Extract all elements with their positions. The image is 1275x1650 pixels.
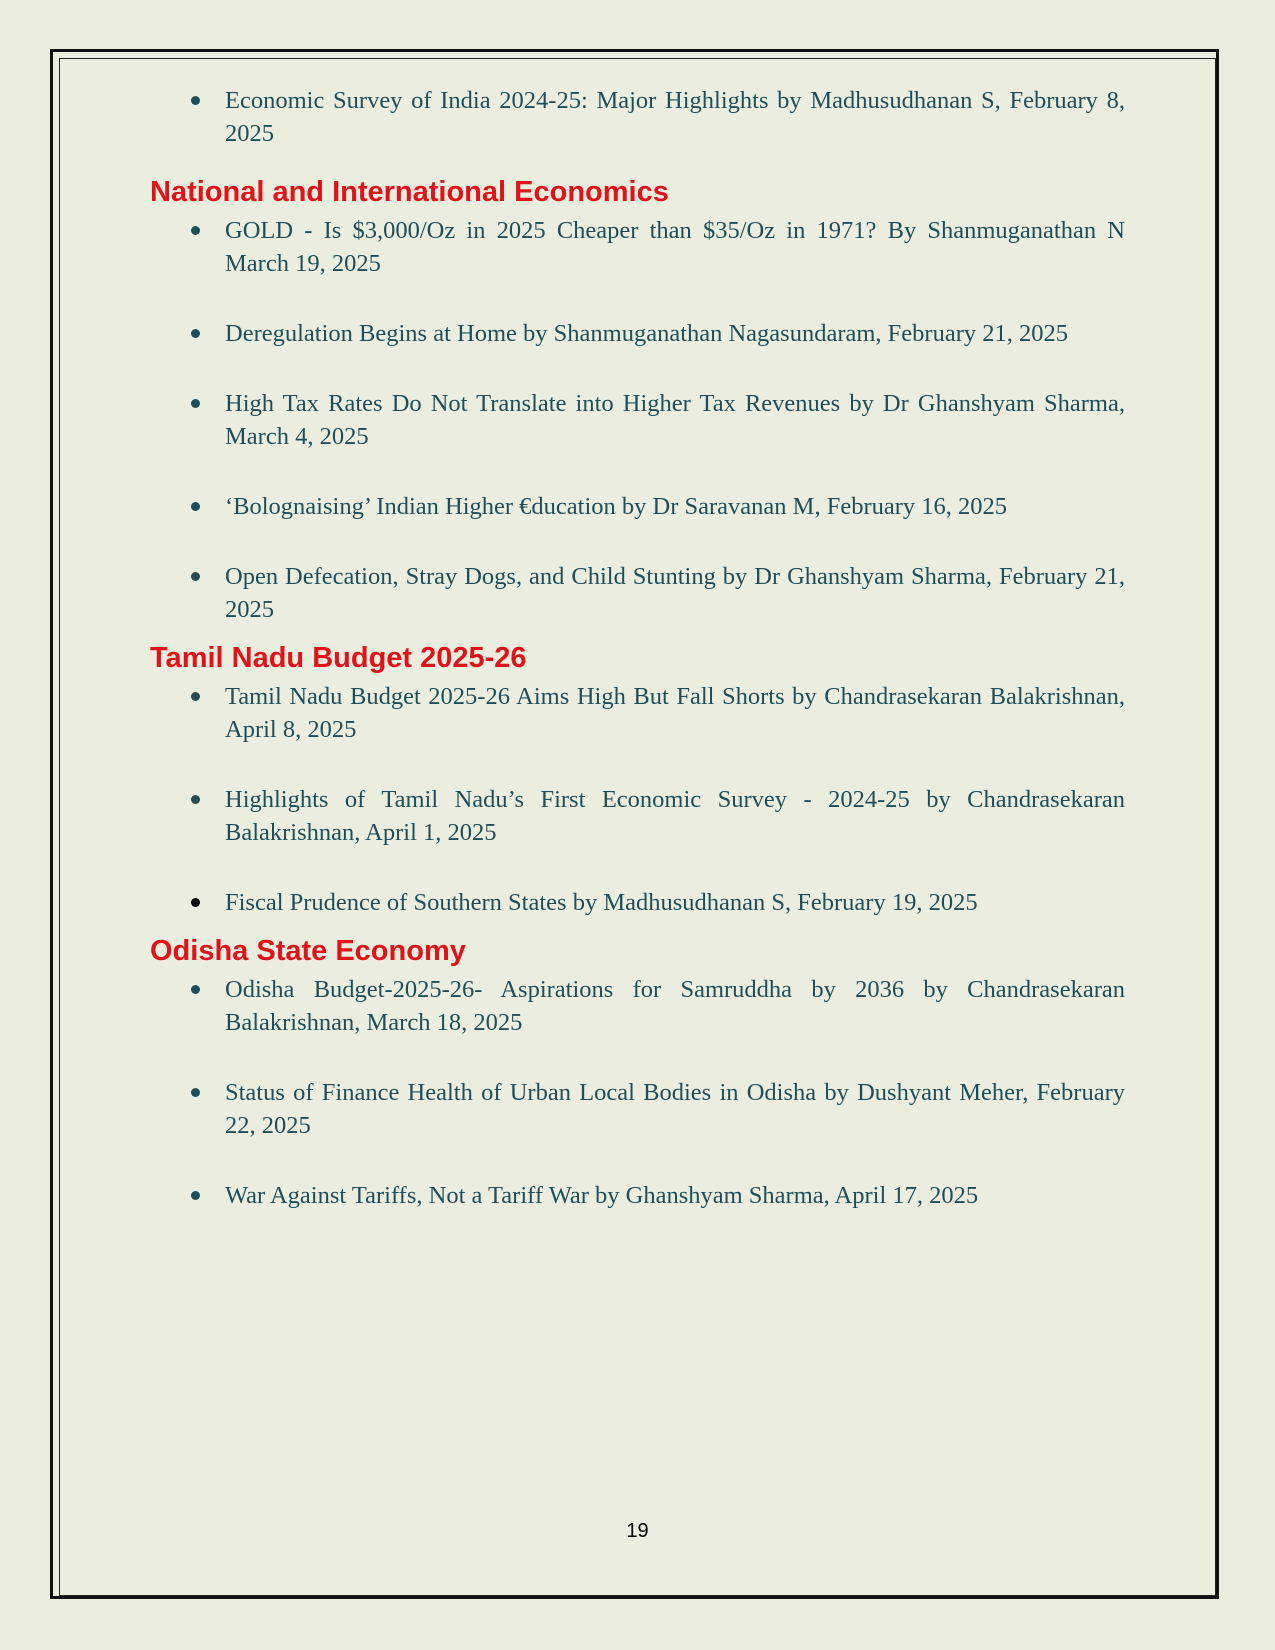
article-link[interactable]: Status of Finance Health of Urban Local Bodies in Odisha by Dushyant Meher, February 22, 2025 — [225, 1079, 1125, 1139]
list-item[interactable] — [150, 1076, 1125, 1142]
list-item[interactable] — [150, 84, 1125, 150]
bullet-icon — [191, 898, 200, 907]
bullet-icon — [191, 985, 200, 994]
list-item[interactable] — [150, 680, 1125, 746]
bullet-icon — [191, 502, 200, 511]
article-link[interactable]: Tamil Nadu Budget 2025-26 Aims High But Fall Shorts by Chandrasekaran Balakrishnan, April 8, 2025 — [225, 683, 1125, 743]
article-link[interactable]: Fiscal Prudence of Southern States by Madhusudhanan S, February 19, 2025 — [225, 889, 978, 916]
article-link[interactable]: War Against Tariffs, Not a Tariff War by Ghanshyam Sharma, April 17, 2025 — [225, 1182, 979, 1209]
list-item[interactable] — [150, 1179, 1125, 1212]
article-link[interactable]: Open Defecation, Stray Dogs, and Child Stunting by Dr Ghanshyam Sharma, February 21, 2025 — [225, 563, 1125, 623]
article-link[interactable]: GOLD - Is $3,000/Oz in 2025 Cheaper than $35/Oz in 1971? By Shanmuganathan N March 19, 2025 — [225, 217, 1125, 277]
section-heading-tamil-nadu-budget: Tamil Nadu Budget 2025-26 — [150, 642, 527, 674]
bullet-icon — [191, 96, 200, 105]
page-content — [150, 84, 1125, 1212]
article-list-continued — [150, 84, 1125, 150]
article-list-odisha-economy — [150, 973, 1125, 1212]
page-number: 19 — [626, 1520, 649, 1542]
bullet-icon — [191, 226, 200, 235]
bullet-icon — [191, 399, 200, 408]
bullet-icon — [191, 1191, 200, 1200]
list-item[interactable] — [150, 490, 1125, 523]
list-item[interactable] — [150, 317, 1125, 350]
bullet-icon — [191, 329, 200, 338]
section-heading-odisha-economy: Odisha State Economy — [150, 935, 466, 967]
list-item[interactable] — [150, 214, 1125, 280]
bullet-icon — [191, 572, 200, 581]
list-item[interactable] — [150, 973, 1125, 1039]
bullet-icon — [191, 795, 200, 804]
list-item[interactable] — [150, 387, 1125, 453]
article-link[interactable]: Highlights of Tamil Nadu’s First Economic Survey - 2024-25 by Chandrasekaran Balakrishnan, April 1, 2025 — [225, 786, 1125, 846]
article-list-tamil-nadu-budget — [150, 680, 1125, 919]
list-item[interactable] — [150, 560, 1125, 626]
section-heading-national-international: National and International Economics — [150, 176, 669, 208]
list-item[interactable] — [150, 783, 1125, 849]
article-list-national-international — [150, 214, 1125, 626]
article-link[interactable]: High Tax Rates Do Not Translate into Higher Tax Revenues by Dr Ghanshyam Sharma, March 4, 2025 — [225, 390, 1125, 450]
list-item[interactable] — [150, 886, 1125, 919]
bullet-icon — [191, 1088, 200, 1097]
bullet-icon — [191, 692, 200, 701]
article-link[interactable]: Economic Survey of India 2024-25: Major Highlights by Madhusudhanan S, February 8, 2025 — [225, 87, 1125, 147]
article-link[interactable]: ‘Bolognaising’ Indian Higher €ducation by Dr Saravanan M, February 16, 2025 — [225, 493, 1008, 520]
article-link[interactable]: Odisha Budget-2025-26- Aspirations for Samruddha by 2036 by Chandrasekaran Balakrishnan, March 18, 2025 — [225, 976, 1125, 1036]
article-link[interactable]: Deregulation Begins at Home by Shanmuganathan Nagasundaram, February 21, 2025 — [225, 320, 1069, 347]
